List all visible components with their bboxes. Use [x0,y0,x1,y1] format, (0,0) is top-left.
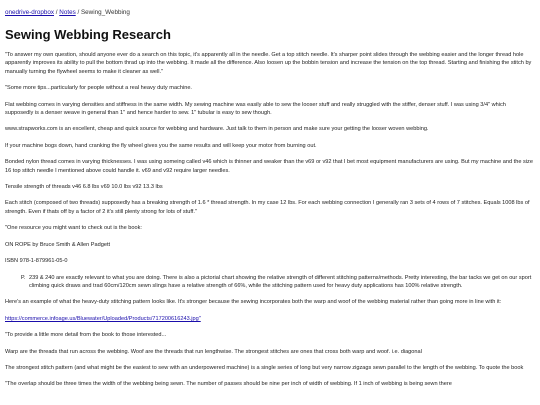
paragraph: "To answer my own question, should anyone ever do a search on this topic, it's apparently all in the needle. Get a top stitch needle. It's sharper point slides through the webbing easier and the longer thread hole apparently improves its ability to pull the bottom thrad up into the webbing. It made all the difference. Also loosen up the bobbin tension and increase the tension on the top thread. Starting and finishing the stitch by manually turning the flywheel seems to make it cleaner as well." [5,52,532,75]
paragraph: Flat webbing comes in varying densities and stiffness in the same width. My sewing machine was easily able to sew the looser stuff and really struggled with the stiffer, denser stuff. I was using 3/4" which supposedly is a denser weave in general than 1" and hence harder to sew. 1" tubular is easy to sew though. [5,101,506,117]
paragraph: Bonded nylon thread comes in varying thicknesses. I was using someing called v46 which is thinner and weaker than the v69 or v92 that I bet most equipment manufacturers are using. But my machine and the size 16 top stitch needle I mentioned above could handle it. v69 and v92 require larger needles. [5,159,533,174]
image-link[interactable]: https://commerce.infoage.us/Bluewater/Uploaded/Products/717200616243.jpg" [5,315,201,322]
breadcrumb-separator: / [54,9,60,16]
breadcrumb-separator: / [75,9,81,16]
page-title: Sewing Webbing Research [5,27,171,42]
paragraph: If your machine bogs down, hand cranking the fly wheel gives you the same results and will keep your motor from burning out. [5,142,317,149]
breadcrumb-link-root[interactable]: onedrive-dropbox [5,9,55,16]
paragraph: www.strapworks.com is an excellent, cheap and quick source for webbing and hardware. Just talk to them in person and make sure your getting the looser woven webbing. [5,126,429,133]
list-item: P. 239 & 240 are exactly relevant to what you are doing. There is also a pictorial chart showing the relative strength of different stitching patterns/methods. Pretty interesting, the bar tacks we get on our sport climbing quick draws and trad 60cm/120cm sewn slings have a relative strength of 66%, while the stitching pattern used for heavy duty applications has 100% relative strength. [27,274,535,291]
paragraph: The strongest stitch pattern (and what might be the easiest to sew with an underpowered machine) is a single series of long but very narrow zigzags sewn parallel to the length of the webbing. To quote the book [5,364,524,371]
breadcrumb-link-notes[interactable]: Notes [59,9,76,16]
paragraph: "The overlap should be three times the width of the webbing being sewn. The number of passes should be nine per inch of width of webbing. If 1 inch of webbing is being sewn there [5,381,452,388]
paragraph: "Some more tips...particularly for people without a real heavy duty machine. [5,85,192,92]
paragraph: Each stitch (composed of two threads) supposedly has a breaking strength of 1.6 * thread strength. In my case 12 lbs. For each webbing connection I generally ran 3 sets of 4 rows of 7 stitches. Equals 1008 lbs of strength. Even if thats off by a factor of 2 it's still plenty strong for lots of stuff." [5,200,530,215]
paragraph: Tensile strength of threads v46 6.8 lbs v69 10.0 lbs v92 13.3 lbs [5,184,163,191]
paragraph: "To provide a little more detail from the book to those interested... [5,332,167,339]
paragraph: "One resource you might want to check out is the book: [5,225,142,232]
paragraph: Here's an example of what the heavy-duty stitching pattern looks like. It's stronger because the sewing incorporates both the warp and woof of the webbing material rather than going more in line with it: [5,299,502,306]
breadcrumb-current: Sewing_Webbing [80,9,130,16]
paragraph: ISBN 978-1-879961-05-0 [5,258,68,265]
breadcrumb [5,8,535,17]
link-paragraph [5,315,535,323]
paragraph: Warp are the threads that run across the webbing. Woof are the threads that run lengthwise. The strongest stitches are ones that cross both warp and woof. i.e. diagonal [5,348,422,355]
paragraph: ON ROPE by Bruce Smith & Allen Padgett [5,241,111,248]
numbered-list [5,274,535,291]
